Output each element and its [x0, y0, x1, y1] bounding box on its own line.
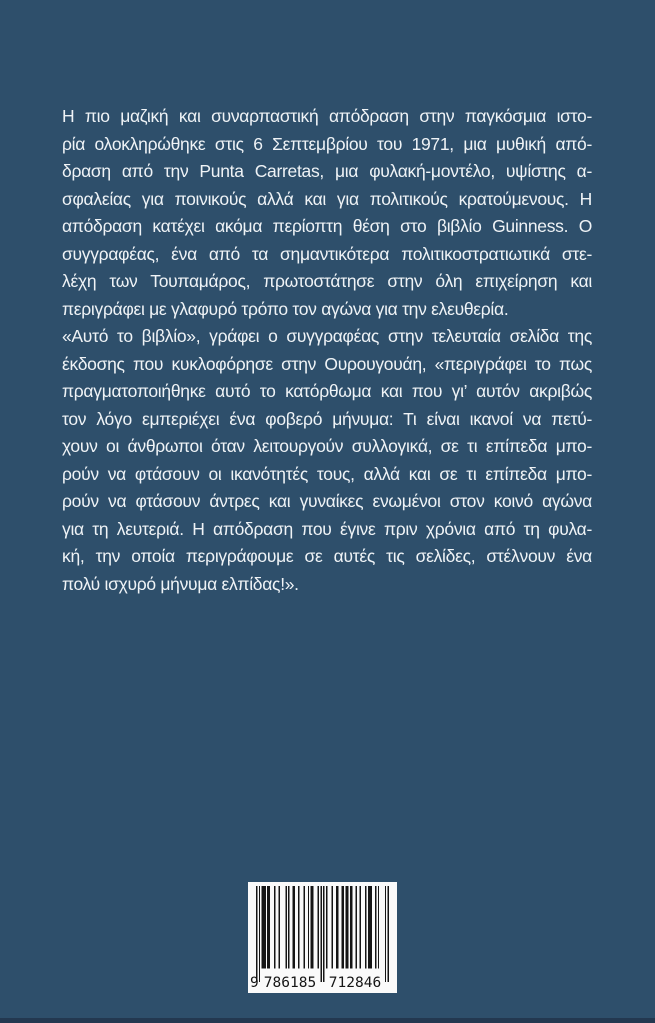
body-line: έκδοσης που κυκλοφόρησε στην Ουρουγουάη, «περιγράφει το πως [62, 353, 592, 374]
body-line: Η πιο μαζική και συναρπαστική απόδραση στην παγκόσμια ιστο- [62, 106, 592, 126]
body-line: ρούν να φτάσουν οι ικανότητές τους, αλλά και σε τι επίπεδα μπο- [62, 463, 592, 484]
body-line: περιγράφει με γλαφυρό τρόπο τον αγώνα για την ελευθερία. [62, 298, 509, 319]
body-line: δραση από την Punta Carretas, μια φυλακή-μοντέλο, υψίστης α- [62, 161, 592, 181]
isbn-digits-right: 712846 [328, 975, 382, 991]
body-line: συγγραφέας, ένα από τα σημαντικότερα πολιτικοστρατιωτικά στε- [62, 243, 592, 264]
body-line: κή, την οποία περιγράφουμε σε αυτές τις σελίδες, στέλνουν ένα [62, 546, 592, 566]
body-line: τον λόγο εμπεριέχει ένα φοβερό μήνυμα: Τι είναι ικανοί να πετύ- [62, 408, 592, 429]
body-line: ρούν να φτάσουν άντρες και γυναίκες ενωμένοι στον κοινό αγώνα [62, 491, 592, 511]
isbn-digits-left: 786185 [263, 975, 317, 991]
body-line: ρία ολοκληρώθηκε στις 6 Σεπτεμβρίου του 1971, μια μυθική από- [62, 133, 592, 154]
body-line: για τη λευτεριά. Η απόδραση που έγινε πριν χρόνια από τη φυλα- [62, 518, 592, 539]
body-line: χουν οι άνθρωποι όταν λειτουργούν συλλογικά, σε τι επίπεδα μπο- [62, 436, 592, 456]
barcode-bars [256, 886, 389, 982]
body-line: «Αυτό το βιβλίο», γράφει ο συγγραφέας στην τελευταία σελίδα της [62, 326, 592, 346]
body-line: σφαλείας για ποινικούς αλλά και για πολιτικούς κρατούμενους. Η [62, 188, 592, 209]
body-line: πολύ ισχυρό μήνυμα ελπίδας!». [62, 573, 299, 594]
isbn-digit-prefix: 9 [250, 975, 259, 991]
isbn-barcode [248, 882, 397, 993]
body-line: πραγματοποιήθηκε αυτό το κατόρθωμα και που γι’ αυτόν ακριβώς [62, 381, 592, 401]
back-cover-blurb [62, 103, 592, 598]
bottom-edge-strip [0, 1018, 655, 1023]
body-line: απόδραση κατέχει ακόμα περίοπτη θέση στο βιβλίο Guinness. Ο [62, 216, 592, 236]
body-line: λέχη των Τουπαμάρος, πρωτοστάτησε στην όλη επιχείρηση και [62, 271, 592, 291]
